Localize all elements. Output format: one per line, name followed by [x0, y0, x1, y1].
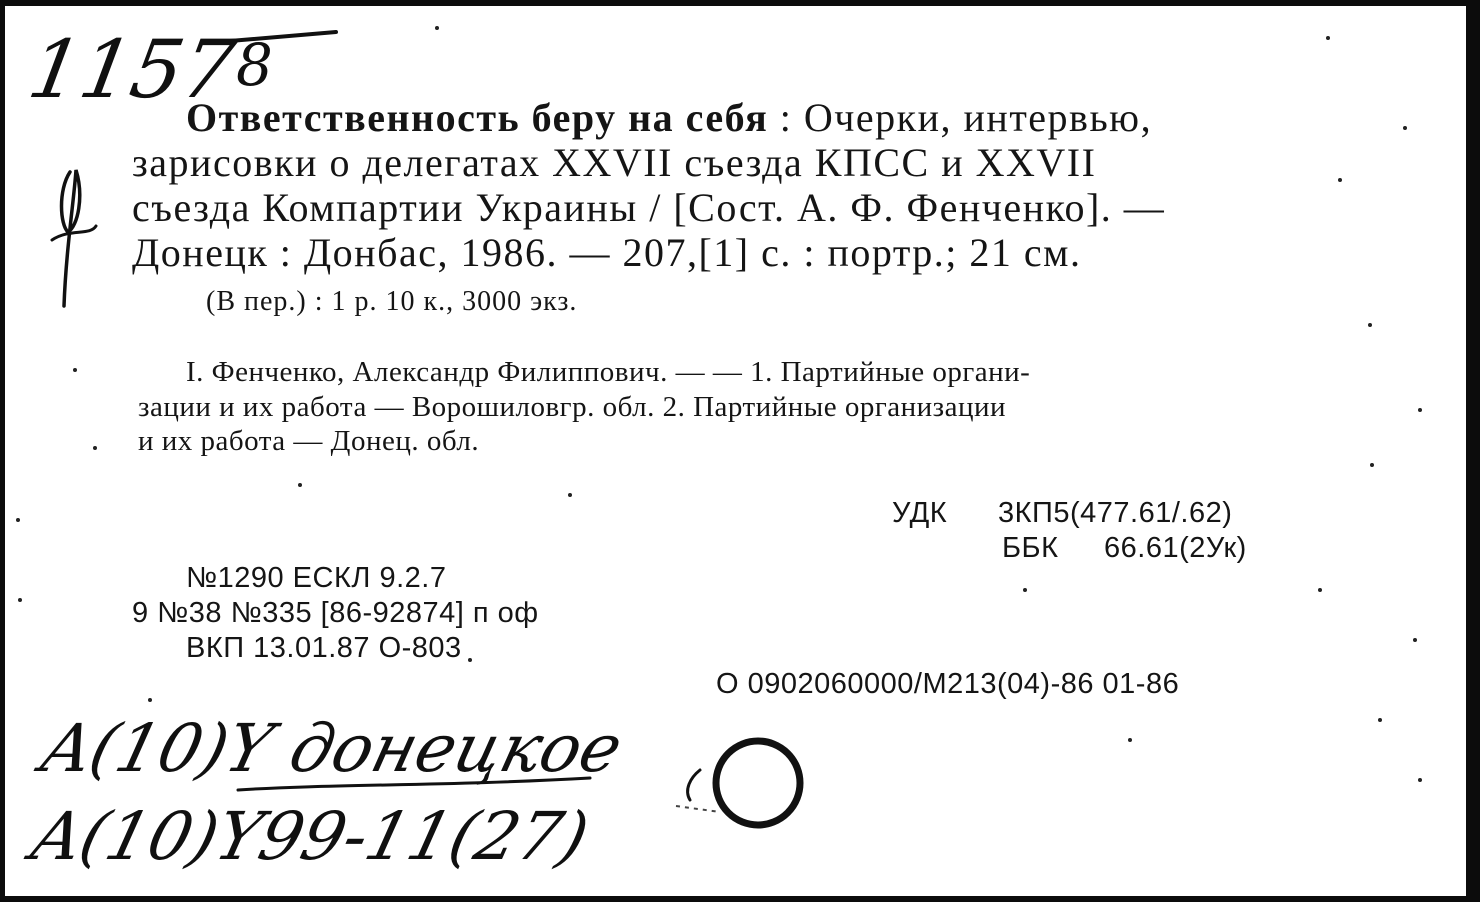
handwritten-superscript: 8 [236, 31, 273, 99]
subject-line-1: I. Фенченко, Александр Филиппович. — — 1. Партийные органи- [186, 356, 1031, 388]
handwritten-note-1: A(10)Y донецкое [34, 710, 630, 787]
udk-label: УДК [892, 497, 948, 529]
entry-line-2: зарисовки о делегатах XXVII съезда КПСС и XXVII [132, 140, 1097, 185]
subject-line-3: и их работа — Донец. обл. [138, 425, 480, 457]
handwritten-call-number: 1157 [21, 23, 242, 116]
entry-line-1-rest: : Очерки, интервью, [768, 95, 1153, 140]
entry-line-4: Донецк : Донбас, 1986. — 207,[1] с. : портр.; 21 см. [132, 230, 1082, 275]
price-line: (В пер.) : 1 р. 10 к., 3000 экз. [206, 286, 578, 317]
subject-line-2: зации и их работа — Ворошиловгр. обл. 2. Партийные организации [138, 391, 1007, 423]
registry-line-2: 9 №38 №335 [86-92874] п оф [132, 597, 539, 629]
registry-line-3: ВКП 13.01.87 О-803 [186, 632, 462, 664]
udk-value: 3КП5(477.61/.62) [998, 497, 1233, 529]
entry-line-1 [186, 94, 1152, 141]
handwritten-note-2: A(10)Y99-11(27) [24, 798, 597, 875]
bbk-label: ББК [1002, 532, 1059, 564]
catalog-code-line: О 0902060000/М213(04)-86 01-86 [716, 668, 1180, 700]
book-title: Ответственность беру на себя [186, 95, 769, 140]
registry-line-1: №1290 ЕСКЛ 9.2.7 [186, 562, 447, 594]
bbk-value: 66.61(2Ук) [1104, 532, 1247, 564]
entry-line-3: съезда Компартии Украины / [Сост. А. Ф. Фенченко]. — [132, 185, 1166, 230]
